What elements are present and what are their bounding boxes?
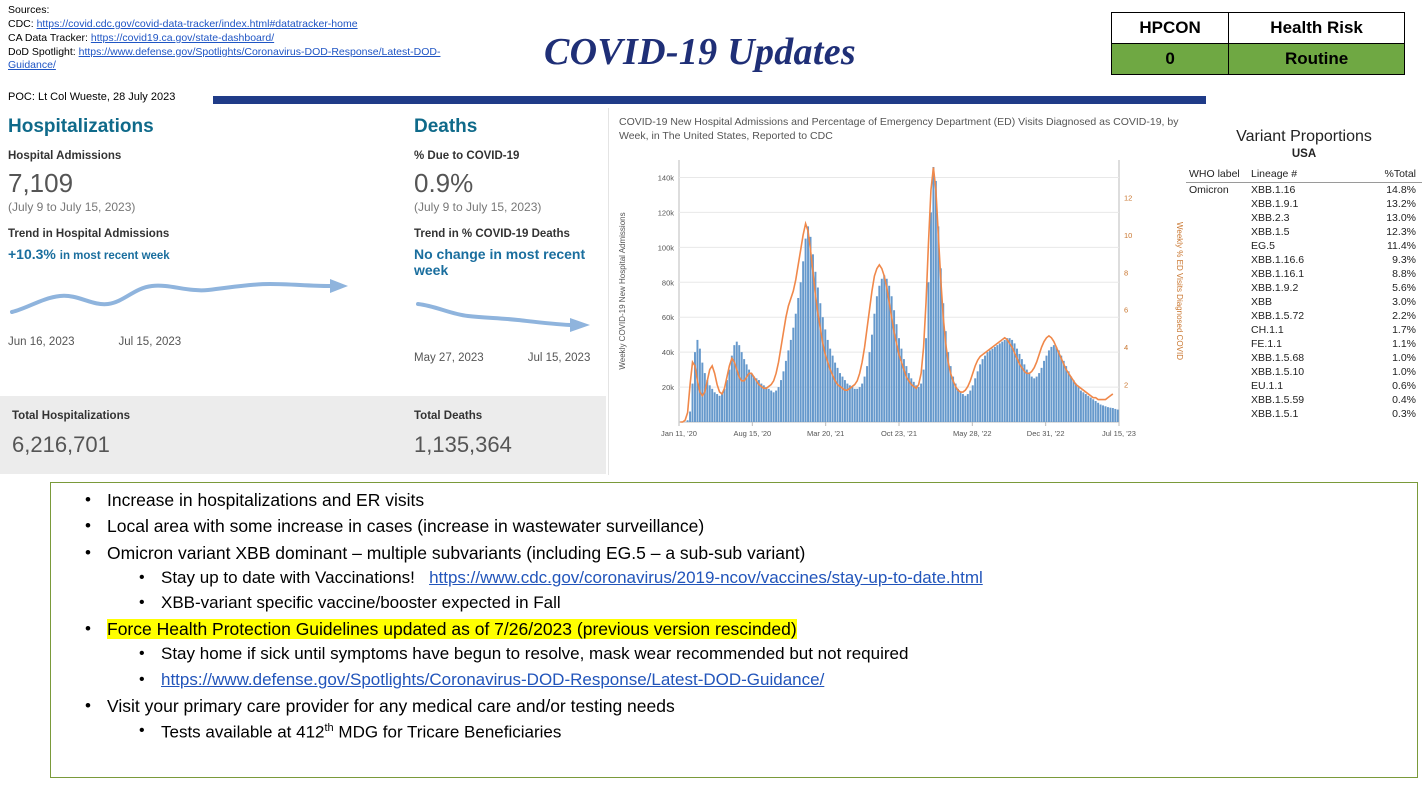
variant-who-label (1186, 295, 1248, 309)
variant-who-label (1186, 197, 1248, 211)
bullet-list-level2 (107, 645, 1407, 689)
variant-lineage: XBB.1.9.2 (1251, 282, 1299, 294)
variant-who-label (1186, 211, 1248, 225)
variant-pct-total: 0.4% (1392, 394, 1416, 406)
variant-pct-total: 1.1% (1392, 338, 1416, 350)
bullet-visit-provider (61, 697, 1407, 743)
variant-who-label (1186, 239, 1248, 253)
source-dod (8, 46, 448, 74)
variant-pct-total: 9.3% (1392, 254, 1416, 266)
variant-who-label (1186, 323, 1248, 337)
deaths-pct-period: (July 9 to July 15, 2023) (414, 200, 542, 214)
bullet-text: • Omicron variant XBB dominant – multiple subvariants (including EG.5 – a sub-sub variant) (107, 543, 805, 563)
variant-lineage: XBB.1.16.1 (1251, 268, 1305, 280)
variant-who-label (1186, 281, 1248, 295)
hospital-axis-end: Jul 15, 2023 (118, 336, 182, 348)
svg-text:Mar 20, '21: Mar 20, '21 (807, 429, 845, 438)
bullet-text-superscript: th (324, 722, 334, 734)
bullet-stay-up-to-date (107, 569, 1407, 588)
svg-text:Oct 23, '21: Oct 23, '21 (880, 429, 918, 438)
svg-text:140k: 140k (657, 173, 674, 183)
bullet-text: Stay home if sick until symptoms have begun to resolve, mask wear recommended but not required (161, 644, 909, 664)
table-row (1186, 225, 1422, 239)
deaths-trend-value: No change in most recent week (414, 246, 586, 278)
svg-text:Dec 31, '22: Dec 31, '22 (1026, 429, 1065, 438)
variant-pct-total: 1.0% (1392, 366, 1416, 378)
table-row (1186, 295, 1422, 309)
cdc-vaccines-link[interactable]: https://www.cdc.gov/coronavirus/2019-ncov/vaccines/stay-up-to-date.html (429, 567, 983, 587)
variant-table-body (1186, 183, 1422, 422)
table-row (1186, 309, 1422, 323)
total-deaths-value: 1,135,364 (414, 432, 512, 457)
table-row (1186, 407, 1422, 421)
status-header-hpcon: HPCON (1112, 13, 1229, 44)
variant-who-label (1186, 365, 1248, 379)
source-ca (8, 32, 448, 46)
variant-lineage: XBB (1251, 296, 1273, 308)
source-cdc-label: CDC: (8, 17, 37, 30)
variant-lineage: EG.5 (1251, 240, 1275, 252)
variant-pct-total: 3.0% (1392, 296, 1416, 308)
variant-who-label (1186, 379, 1248, 393)
status-table (1111, 12, 1405, 75)
deaths-axis-dates (414, 352, 606, 364)
hospital-admissions-period: (July 9 to July 15, 2023) (8, 200, 136, 214)
variant-header-pct: %Total (1340, 166, 1422, 183)
bullet-text: • Increase in hospitalizations and ER visits (107, 490, 424, 510)
title-divider (213, 96, 1206, 104)
hospital-axis-dates (8, 336, 380, 348)
status-table-value-row (1112, 44, 1405, 75)
deaths-pct-value: 0.9% (414, 168, 474, 198)
variant-lineage: XBB.1.5 (1251, 226, 1290, 238)
variant-pct-total: 12.3% (1386, 226, 1416, 238)
variant-pct-total: 0.6% (1392, 380, 1416, 392)
table-row (1186, 393, 1422, 407)
variant-lineage: CH.1.1 (1251, 324, 1284, 336)
svg-text:20k: 20k (661, 383, 674, 393)
svg-text:12: 12 (1124, 193, 1133, 203)
svg-text:40k: 40k (661, 348, 674, 358)
hospitalizations-card (0, 108, 388, 398)
hospital-admissions-value: 7,109 (8, 168, 74, 198)
variant-header-row (1186, 166, 1422, 183)
variant-pct-total: 14.8% (1386, 184, 1416, 196)
variant-pct-total: 0.3% (1392, 408, 1416, 420)
table-row (1186, 239, 1422, 253)
deaths-card (390, 108, 606, 398)
hospital-admissions-label: Hospital Admissions (8, 150, 122, 162)
variant-lineage: XBB.1.5.10 (1251, 366, 1305, 378)
table-row (1186, 365, 1422, 379)
sources-heading: Sources: (8, 4, 50, 16)
variant-pct-total: 13.2% (1386, 198, 1416, 210)
total-deaths (414, 410, 512, 458)
deaths-axis-end: Jul 15, 2023 (527, 352, 591, 364)
svg-text:Jan 11, '20: Jan 11, '20 (661, 429, 697, 438)
hospital-trend-sparkline (8, 272, 380, 330)
total-hospitalizations-value: 6,216,701 (12, 432, 110, 457)
table-row (1186, 197, 1422, 211)
status-table-header-row (1112, 13, 1405, 44)
svg-text:60k: 60k (661, 313, 674, 323)
variant-who-label (1186, 225, 1248, 239)
svg-text:8: 8 (1124, 268, 1129, 278)
source-dod-link[interactable]: https://www.defense.gov/Spotlights/Coronavirus-DOD-Response/Latest-DOD-Guidance/ (8, 45, 441, 72)
bullet-stay-home-if-sick (107, 645, 1407, 664)
hospital-trend-value (8, 246, 380, 262)
variant-lineage: XBB.2.3 (1251, 212, 1290, 224)
source-cdc-link[interactable]: https://covid.cdc.gov/covid-data-tracker/index.html#datatracker-home (36, 17, 358, 30)
svg-text:Aug 15, '20: Aug 15, '20 (733, 429, 772, 438)
status-value-health-risk: Routine (1229, 44, 1405, 75)
bullet-fhp-guidelines (61, 620, 1407, 690)
svg-text:100k: 100k (657, 243, 674, 253)
bullet-hospitalizations-increase (61, 491, 1407, 510)
source-ca-label: CA Data Tracker: (8, 31, 91, 44)
hospital-axis-start: Jun 16, 2023 (8, 336, 75, 348)
bullet-text-pre: Tests available at 412 (161, 722, 325, 742)
variant-header-lineage: Lineage # (1248, 166, 1340, 183)
hospital-trend-pct: +10.3% (8, 246, 56, 262)
table-row (1186, 281, 1422, 295)
variant-who-label (1186, 351, 1248, 365)
table-row (1186, 253, 1422, 267)
table-row (1186, 211, 1422, 225)
variant-lineage: FE.1.1 (1251, 338, 1282, 350)
table-row (1186, 337, 1422, 351)
variant-lineage: XBB.1.16.6 (1251, 254, 1305, 266)
variant-header-who: WHO label (1186, 166, 1248, 183)
svg-text:4: 4 (1124, 343, 1129, 353)
bullet-omicron-xbb (61, 544, 1407, 614)
table-row (1186, 323, 1422, 337)
status-header-health-risk: Health Risk (1229, 13, 1405, 44)
variant-pct-total: 1.0% (1392, 352, 1416, 364)
bullet-text: • Local area with some increase in cases (increase in wastewater surveillance) (107, 516, 704, 536)
table-row (1186, 379, 1422, 393)
variant-who-label (1186, 253, 1248, 267)
variant-pct-total: 8.8% (1392, 268, 1416, 280)
svg-text:120k: 120k (657, 208, 674, 218)
status-value-hpcon: 0 (1112, 44, 1229, 75)
bullet-list-level1 (61, 491, 1407, 742)
deaths-pct-label: % Due to COVID-19 (414, 150, 520, 162)
table-row (1186, 183, 1422, 198)
bullet-text: XBB-variant specific vaccine/booster expected in Fall (161, 593, 561, 613)
source-cdc (8, 18, 448, 32)
bullet-list-level2 (107, 722, 1407, 742)
total-hospitalizations-label: Total Hospitalizations (12, 410, 130, 422)
bullet-text-post: MDG for Tricare Beneficiaries (333, 722, 562, 742)
hospital-trend-label: Trend in Hospital Admissions (8, 228, 170, 240)
source-dod-label: DoD Spotlight: (8, 45, 79, 58)
bullet-xbb-vaccine-fall (107, 594, 1407, 613)
bullet-tests-available (107, 722, 1407, 742)
cdc-chart-title: COVID-19 New Hospital Admissions and Percentage of Emergency Department (ED) Visits Diagnosed as COVID-19, by Week, in The United States, Reported to CDC (619, 116, 1179, 142)
svg-text:80k: 80k (661, 278, 674, 288)
variant-pct-total: 11.4% (1387, 240, 1416, 252)
dashboard-region (0, 108, 1190, 475)
bullet-local-cases (61, 517, 1407, 536)
variant-pct-total: 13.0% (1386, 212, 1416, 224)
totals-strip (0, 396, 606, 474)
svg-text:10: 10 (1124, 230, 1133, 240)
summary-bullets-box (50, 482, 1418, 778)
svg-text:2: 2 (1124, 380, 1129, 390)
total-deaths-label: Total Deaths (414, 410, 483, 422)
bullet-list-level2 (107, 569, 1407, 613)
deaths-trend-label: Trend in % COVID-19 Deaths (414, 228, 570, 240)
bullet-text: • Visit your primary care provider for any medical care and/or testing needs (107, 696, 675, 716)
hospital-trend-note: in most recent week (59, 250, 170, 262)
variant-pct-total: 5.6% (1392, 282, 1416, 294)
deaths-axis-start: May 27, 2023 (414, 352, 484, 364)
variant-panel-subtitle: USA (1291, 148, 1317, 160)
page-title: COVID-19 Updates (544, 31, 856, 73)
cdc-chart-canvas (609, 150, 1191, 470)
variant-lineage: XBB.1.9.1 (1251, 198, 1299, 210)
variant-lineage: XBB.1.16 (1251, 184, 1296, 196)
svg-text:6: 6 (1124, 305, 1129, 315)
deaths-trend-sparkline (414, 288, 606, 346)
variant-proportions-panel (1186, 128, 1422, 421)
svg-text:Weekly COVID-19 New Hospital A: Weekly COVID-19 New Hospital Admissions (618, 212, 627, 370)
bullet-text: Stay up to date with Vaccinations! (161, 567, 415, 587)
variant-lineage: XBB.1.5.72 (1251, 310, 1305, 322)
poc-line: POC: Lt Col Wueste, 28 July 2023 (8, 91, 176, 103)
svg-text:Jul 15, '23: Jul 15, '23 (1102, 429, 1136, 438)
variant-panel-title: Variant Proportions (1236, 128, 1372, 145)
variant-who-label (1186, 393, 1248, 407)
svg-text:May 28, '22: May 28, '22 (953, 429, 992, 438)
table-row (1186, 267, 1422, 281)
variant-lineage: XBB.1.5.68 (1251, 352, 1305, 364)
variant-who-label (1186, 267, 1248, 281)
bullet-text-highlighted: • Force Health Protection Guidelines updated as of 7/26/2023 (previous version rescinded) (107, 619, 797, 639)
variant-lineage: XBB.1.5.59 (1251, 394, 1305, 406)
source-ca-link[interactable]: https://covid19.ca.gov/state-dashboard/ (90, 31, 275, 44)
hospitalizations-title: Hospitalizations (8, 116, 154, 137)
variant-who-label (1186, 309, 1248, 323)
sources-block (8, 4, 448, 73)
variant-who-label (1186, 337, 1248, 351)
total-hospitalizations (12, 410, 130, 458)
variant-pct-total: 2.2% (1392, 310, 1416, 322)
dod-guidance-link[interactable]: https://www.defense.gov/Spotlights/Coronavirus-DOD-Response/Latest-DOD-Guidance/ (161, 670, 825, 690)
bullet-dod-guidance-link-item (107, 671, 1407, 690)
variant-who-label: Omicron (1189, 184, 1229, 196)
variant-pct-total: 1.7% (1392, 324, 1416, 336)
table-row (1186, 351, 1422, 365)
variant-lineage: XBB.1.5.1 (1251, 408, 1299, 420)
deaths-title: Deaths (414, 116, 478, 137)
variant-who-label (1186, 407, 1248, 421)
variant-lineage: EU.1.1 (1251, 380, 1284, 392)
svg-text:Weekly % ED Visits Diagnosed C: Weekly % ED Visits Diagnosed COVID (1175, 222, 1184, 360)
cdc-admissions-chart (608, 108, 1190, 475)
